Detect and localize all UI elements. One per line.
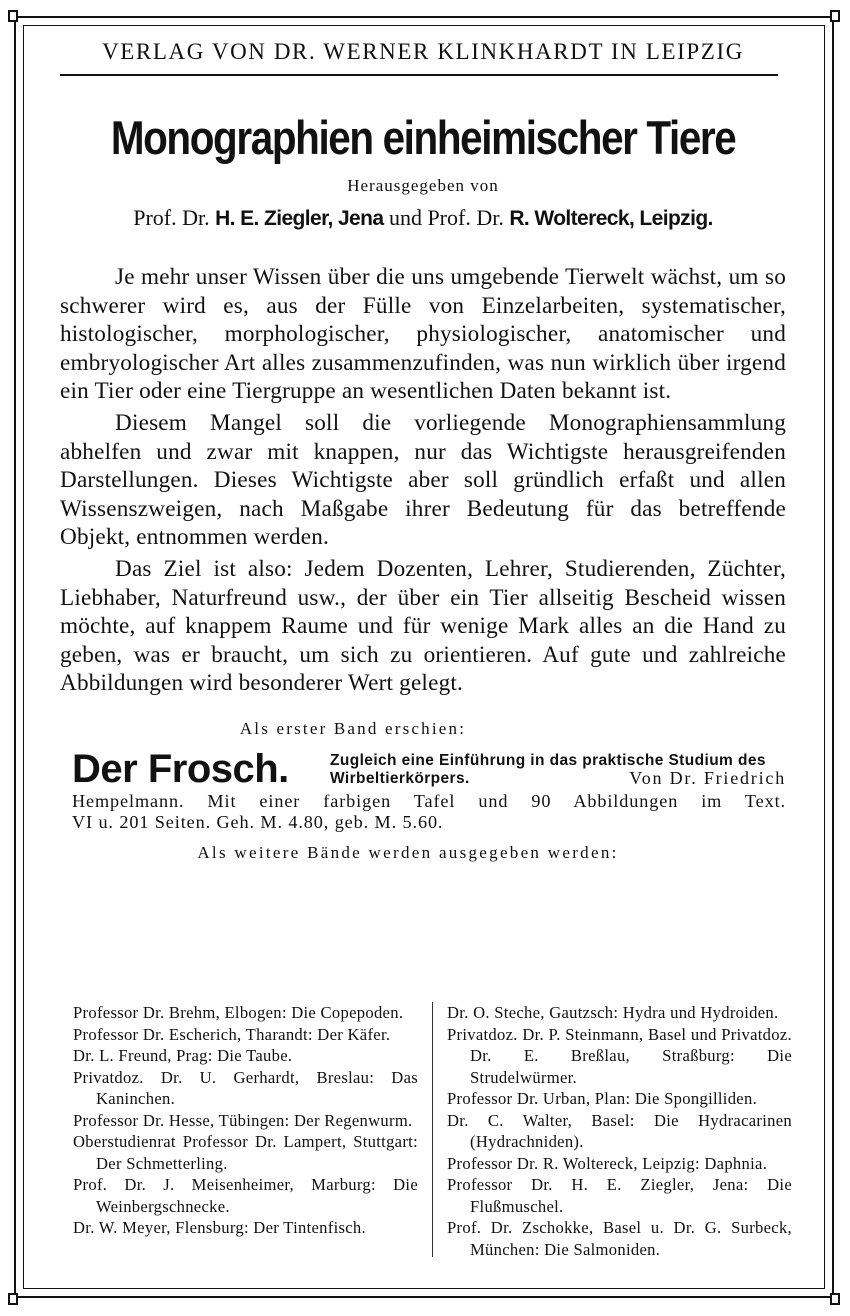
- volume-entry: Privatdoz. Dr. U. Gerhardt, Breslau: Das Kaninchen.: [73, 1067, 418, 1108]
- first-volume-details: [72, 791, 786, 833]
- first-volume-subtitle: [330, 752, 786, 788]
- volume-entry: Prof. Dr. Zschokke, Basel u. Dr. G. Surbeck, München: Die Salmoniden.: [447, 1218, 792, 1259]
- volume-entry: Dr. W. Meyer, Flensburg: Der Tintenfisch.: [73, 1218, 366, 1237]
- editor-intro: Herausgegeben von: [347, 176, 499, 195]
- page-title: Monographien einheimischer Tiere: [110, 111, 736, 164]
- editor-name: R. Woltereck, Leipzig.: [509, 207, 713, 230]
- volume-entry: Professor Dr. Hesse, Tübingen: Der Regenwurm.: [73, 1110, 413, 1130]
- volume-entry: Professor Dr. Urban, Plan: Die Spongilliden.: [447, 1089, 758, 1108]
- first-volume-detail-line: VI u. 201 Seiten. Geh. M. 4.80, geb. M. 5.60.: [72, 811, 444, 832]
- paragraph: Diesem Mangel soll die vorliegende Monographiensammlung abhelfen und zwar mit knappen, nur das Wichtigste herausgreifenden Darstellungen. Dieses Wichtigste aber soll gründlich erfaßt und allen Wissenszweigen, nach Maßgabe ihrer Bedeutung für das betreffende Objekt, entnommen werden.: [60, 409, 786, 551]
- first-volume-title: Der Frosch.: [72, 746, 289, 791]
- volume-entry: Oberstudienrat Professor Dr. Lampert, Stuttgart: Der Schmetterling.: [73, 1132, 418, 1173]
- editors-line: [60, 205, 786, 231]
- editor-name: H. E. Ziegler, Jena: [215, 207, 384, 230]
- volumes-right-column: [447, 1002, 792, 1260]
- volume-entry: Dr. L. Freund, Prag: Die Taube.: [73, 1046, 293, 1065]
- column-divider: [432, 1002, 433, 1257]
- editor-connector: und Prof. Dr.: [388, 205, 504, 230]
- volume-entry: Privatdoz. Dr. P. Steinmann, Basel und Privatdoz. Dr. E. Breßlau, Straßburg: Die Strudelwürmer.: [447, 1024, 792, 1087]
- volume-entry: Professor Dr. R. Woltereck, Leipzig: Daphnia.: [447, 1153, 768, 1173]
- first-volume-heading: Als erster Band erschien:: [239, 718, 467, 738]
- corner-ornament: [830, 10, 840, 22]
- corner-ornament: [8, 1293, 18, 1305]
- volumes-left-column: [73, 1002, 418, 1239]
- volume-entry: Dr. C. Walter, Basel: Die Hydracarinen (Hydrachniden).: [447, 1110, 792, 1151]
- corner-ornament: [8, 10, 18, 22]
- intro-text: [60, 263, 786, 698]
- volume-entry: Professor Dr. Escherich, Tharandt: Der Käfer.: [73, 1024, 391, 1044]
- publisher-line: VERLAG VON DR. WERNER KLINKHARDT IN LEIPZIG: [102, 39, 744, 64]
- volume-entry: Prof. Dr. J. Meisenheimer, Marburg: Die Weinbergschnecke.: [73, 1175, 418, 1216]
- volume-entry: Professor Dr. Brehm, Elbogen: Die Copepoden.: [73, 1003, 404, 1022]
- first-volume-entry: [60, 747, 786, 833]
- paragraph: Das Ziel ist also: Jedem Dozenten, Lehrer, Studierenden, Züchter, Liebhaber, Naturfreund usw., der über ein Tier allseitig Bescheid wissen möchte, auf knappem Raume und für wenige Mark alles an die Hand zu geben, was er braucht, um sich zu orientieren. Auf gute und zahlreiche Abbildungen wird besonderer Wert gelegt.: [60, 555, 786, 697]
- more-volumes-heading: Als weitere Bände werden ausgegeben werden:: [197, 842, 619, 862]
- corner-ornament: [830, 1293, 840, 1305]
- first-volume-author: Von Dr. Friedrich: [629, 767, 786, 788]
- first-volume-detail-line: Hempelmann. Mit einer farbigen Tafel und 90 Abbildungen im Text.: [72, 790, 786, 811]
- volume-entry: Dr. O. Steche, Gautzsch: Hydra und Hydroiden.: [447, 1003, 779, 1022]
- page-content: [60, 34, 786, 863]
- first-volume-subtitle-text: Zugleich eine Einführung in das praktische Studium des Wirbeltierkörpers.: [330, 751, 766, 787]
- volumes-list: [0, 1002, 790, 1272]
- divider-rule: [60, 74, 778, 76]
- paragraph: Je mehr unser Wissen über die uns umgebende Tierwelt wächst, um so schwerer wird es, aus der Fülle von Einzelarbeiten, systematischer, histologischer, morphologischer, physiologischer, anatomischer und embryologischer Art alles zusammenzufinden, was nun wirklich über irgend ein Tier oder eine Tiergruppe an wesentlichen Daten bekannt ist.: [60, 264, 786, 405]
- volume-entry: Professor Dr. H. E. Ziegler, Jena: Die Flußmuschel.: [447, 1175, 792, 1216]
- editor-prefix: Prof. Dr.: [133, 205, 210, 230]
